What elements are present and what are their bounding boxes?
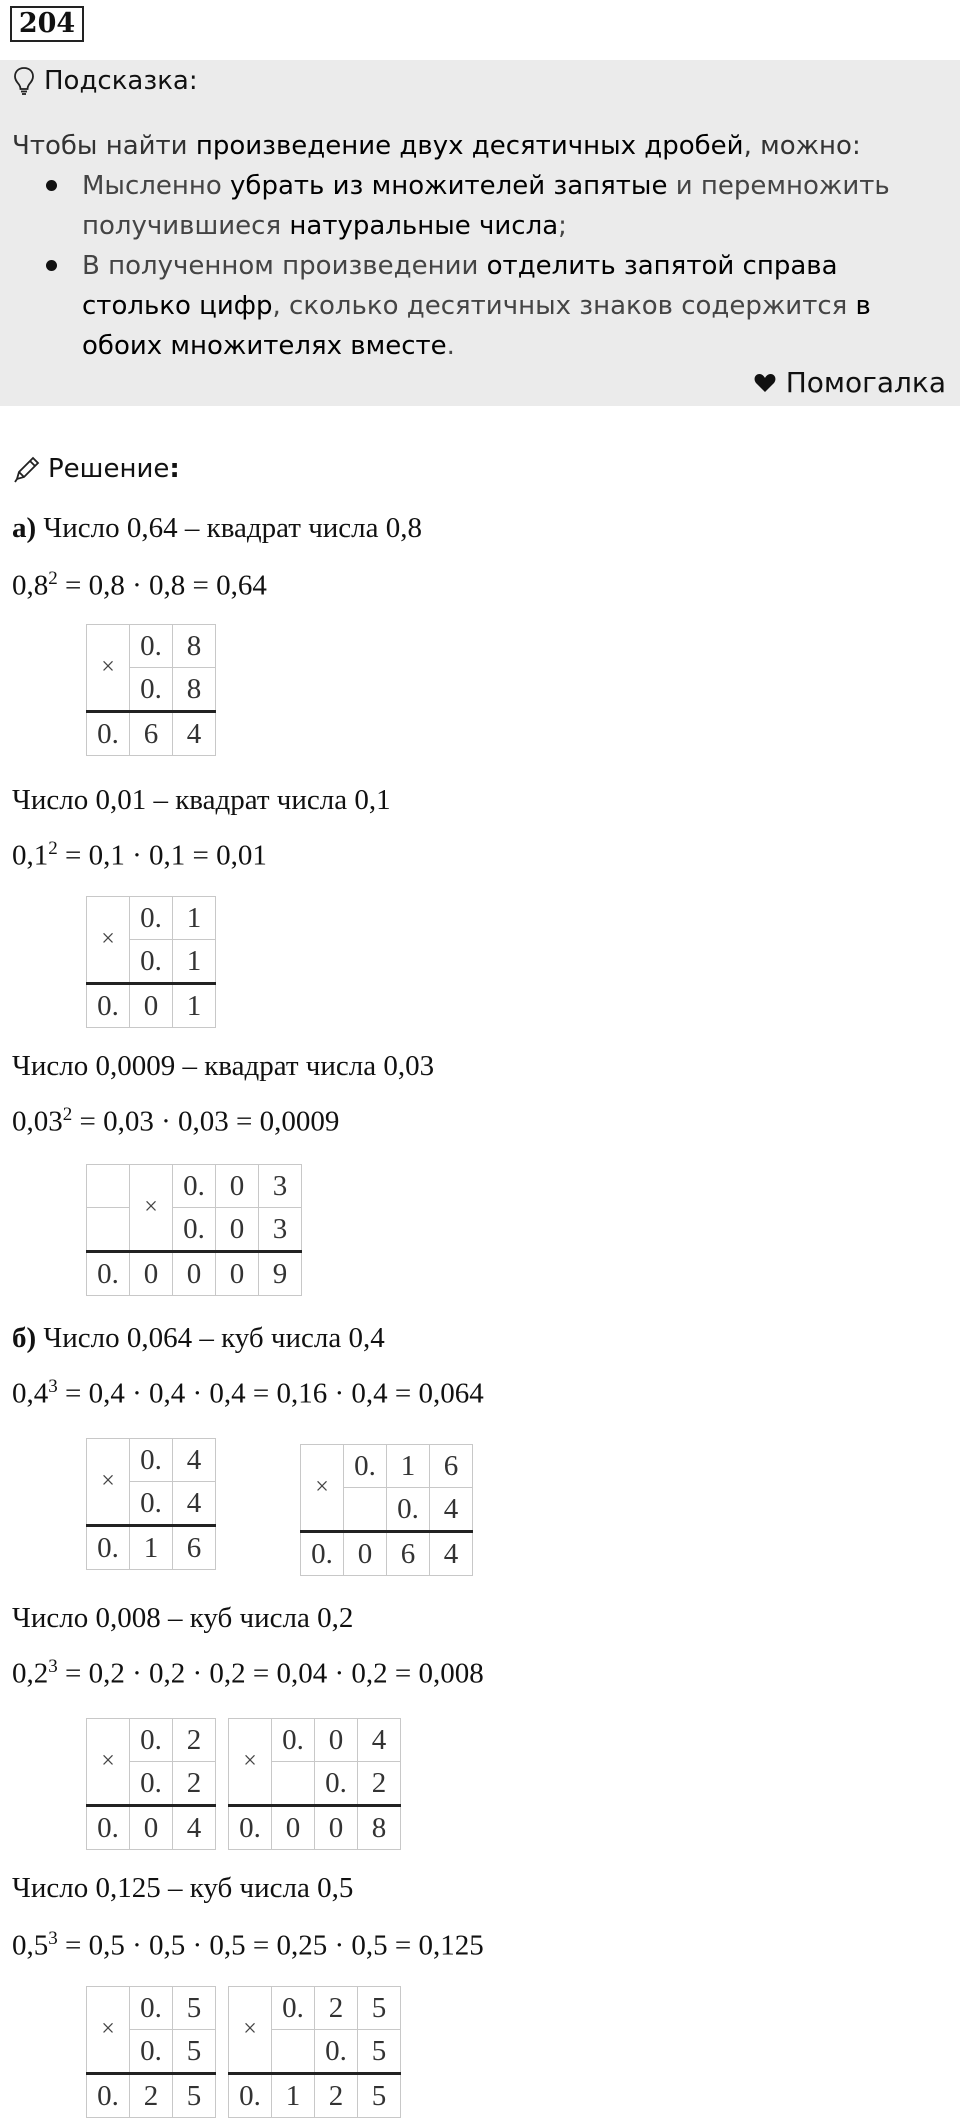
bullet-dot bbox=[46, 260, 57, 271]
factor-row bbox=[229, 1987, 401, 2030]
equation-a1: $0,8^2 = 0,8 \cdot 0,8 = 0,64$ bbox=[12, 568, 267, 602]
result-row bbox=[87, 984, 216, 1028]
equation-b2: $0,2^3 = 0,2 \cdot 0,2 \cdot 0,2 = 0,04 \cdot 0,2 = 0,008$ bbox=[12, 1656, 484, 1690]
digit-cell: 0. bbox=[87, 1252, 130, 1296]
hint-title-text: Подсказка: bbox=[44, 66, 198, 96]
times-sign: × bbox=[87, 625, 130, 712]
digit-cell: 4 bbox=[173, 1482, 216, 1526]
digit-cell: 5 bbox=[173, 2030, 216, 2074]
result-row bbox=[87, 712, 216, 756]
digit-cell: 0. bbox=[130, 940, 173, 984]
digit-cell: 2 bbox=[173, 1719, 216, 1762]
digit-cell: 0. bbox=[315, 1762, 358, 1806]
digit-cell: 0 bbox=[216, 1252, 259, 1296]
digit-cell: 0. bbox=[130, 1719, 173, 1762]
pencil-icon bbox=[12, 454, 42, 484]
digit-cell: 4 bbox=[430, 1488, 473, 1532]
digit-cell: 0. bbox=[315, 2030, 358, 2074]
factor-row bbox=[87, 625, 216, 668]
digit-cell: 6 bbox=[173, 1526, 216, 1570]
digit-cell: 3 bbox=[259, 1165, 302, 1208]
times-sign: × bbox=[301, 1445, 344, 1532]
result-row bbox=[87, 1252, 302, 1296]
digit-cell: 2 bbox=[358, 1762, 401, 1806]
digit-cell: 1 bbox=[130, 1526, 173, 1570]
digit-cell: 0. bbox=[344, 1445, 387, 1488]
digit-cell: 0. bbox=[272, 1987, 315, 2030]
multiplication-table bbox=[86, 896, 216, 1028]
digit-cell: 0 bbox=[130, 1806, 173, 1850]
bullet-dot bbox=[46, 180, 57, 191]
digit-cell: 0. bbox=[130, 1762, 173, 1806]
digit-cell: 0. bbox=[87, 2074, 130, 2118]
result-row bbox=[229, 2074, 401, 2118]
digit-cell: 0. bbox=[130, 625, 173, 668]
digit-cell: 1 bbox=[387, 1445, 430, 1488]
factor-row bbox=[87, 1987, 216, 2030]
digit-cell: 9 bbox=[259, 1252, 302, 1296]
credit bbox=[754, 366, 946, 399]
digit-cell: 2 bbox=[315, 2074, 358, 2118]
digit-cell: 0. bbox=[87, 1526, 130, 1570]
digit-cell: 5 bbox=[358, 2074, 401, 2118]
digit-cell: 0. bbox=[130, 897, 173, 940]
digit-cell: 8 bbox=[173, 625, 216, 668]
digit-cell: 3 bbox=[259, 1208, 302, 1252]
digit-cell: 0 bbox=[315, 1806, 358, 1850]
times-sign: × bbox=[87, 1719, 130, 1806]
digit-cell bbox=[272, 2030, 315, 2074]
digit-cell: 4 bbox=[430, 1532, 473, 1576]
digit-cell: 0. bbox=[87, 984, 130, 1028]
multiplication-table bbox=[228, 1986, 401, 2118]
lightbulb-icon bbox=[12, 66, 36, 96]
digit-cell: 1 bbox=[173, 984, 216, 1028]
result-row bbox=[87, 2074, 216, 2118]
multiplication-table bbox=[300, 1444, 473, 1576]
digit-cell: 0. bbox=[130, 2030, 173, 2074]
digit-cell: 6 bbox=[430, 1445, 473, 1488]
digit-cell: 4 bbox=[358, 1719, 401, 1762]
digit-cell: 6 bbox=[387, 1532, 430, 1576]
hint-title bbox=[12, 66, 198, 96]
digit-cell: 4 bbox=[173, 712, 216, 756]
equation-b1: $0,4^3 = 0,4 \cdot 0,4 \cdot 0,4 = 0,16 \cdot 0,4 = 0,064$ bbox=[12, 1376, 484, 1410]
digit-cell bbox=[344, 1488, 387, 1532]
hint-bullet-2: В полученном произведении отделить запятой справа столько цифр, сколько десятичных знаков содержится в обоих множителях вместе. bbox=[82, 251, 871, 361]
digit-cell: 1 bbox=[272, 2074, 315, 2118]
multiplication-table bbox=[86, 1164, 302, 1296]
times-sign: × bbox=[87, 1439, 130, 1526]
result-row bbox=[87, 1806, 216, 1850]
digit-cell: 0. bbox=[130, 668, 173, 712]
solution-heading: Решение : bbox=[12, 454, 180, 484]
digit-cell: 0 bbox=[216, 1165, 259, 1208]
equation-b3: $0,5^3 = 0,5 \cdot 0,5 \cdot 0,5 = 0,25 \cdot 0,5 = 0,125$ bbox=[12, 1928, 484, 1962]
digit-cell: 2 bbox=[130, 2074, 173, 2118]
digit-cell: 4 bbox=[173, 1806, 216, 1850]
digit-cell: 0 bbox=[344, 1532, 387, 1576]
times-sign: × bbox=[87, 897, 130, 984]
result-row bbox=[87, 1526, 216, 1570]
digit-cell: 0. bbox=[173, 1208, 216, 1252]
digit-cell bbox=[272, 1762, 315, 1806]
digit-cell: 0 bbox=[173, 1252, 216, 1296]
digit-cell: 6 bbox=[130, 712, 173, 756]
digit-cell: 0. bbox=[387, 1488, 430, 1532]
digit-cell: 2 bbox=[315, 1987, 358, 2030]
digit-cell: 2 bbox=[173, 1762, 216, 1806]
factor-row bbox=[87, 1719, 216, 1762]
digit-cell: 0. bbox=[272, 1719, 315, 1762]
times-sign: × bbox=[229, 1987, 272, 2074]
factor-row bbox=[229, 1719, 401, 1762]
digit-cell: 5 bbox=[358, 2030, 401, 2074]
hint-intro: Чтобы найти произведение двух десятичных дробей, можно: bbox=[12, 131, 861, 161]
multiplication-table bbox=[86, 624, 216, 756]
digit-cell: 0. bbox=[301, 1532, 344, 1576]
hint-bullet-1: Мысленно убрать из множителей запятые и перемножить получившиеся натуральные числа; bbox=[82, 171, 890, 241]
digit-cell: 1 bbox=[173, 940, 216, 984]
digit-cell: 0 bbox=[130, 984, 173, 1028]
times-sign: × bbox=[87, 1987, 130, 2074]
multiplication-table bbox=[86, 1718, 216, 1850]
times-sign: × bbox=[229, 1719, 272, 1806]
digit-cell: 0. bbox=[130, 1439, 173, 1482]
statement-b3: Число 0,125 – куб числа 0,5 bbox=[12, 1872, 354, 1904]
factor-row bbox=[87, 1208, 302, 1252]
digit-cell bbox=[87, 1165, 130, 1208]
digit-cell: 5 bbox=[173, 1987, 216, 2030]
statement-a2: Число 0,01 – квадрат числа 0,1 bbox=[12, 784, 391, 816]
result-row bbox=[229, 1806, 401, 1850]
digit-cell: 0. bbox=[229, 2074, 272, 2118]
multiplication-table bbox=[228, 1718, 401, 1850]
digit-cell bbox=[87, 1208, 130, 1252]
digit-cell: 0 bbox=[272, 1806, 315, 1850]
digit-cell: 0. bbox=[173, 1165, 216, 1208]
credit-text: Помогалка bbox=[785, 366, 946, 399]
factor-row bbox=[87, 1439, 216, 1482]
factor-row bbox=[87, 1165, 302, 1208]
heart-icon bbox=[754, 373, 776, 393]
digit-cell: 8 bbox=[358, 1806, 401, 1850]
digit-cell: 1 bbox=[173, 897, 216, 940]
times-sign: × bbox=[130, 1165, 173, 1252]
statement-a3: Число 0,0009 – квадрат числа 0,03 bbox=[12, 1050, 435, 1082]
digit-cell: 5 bbox=[358, 1987, 401, 2030]
digit-cell: 0 bbox=[130, 1252, 173, 1296]
digit-cell: 0. bbox=[130, 1482, 173, 1526]
digit-cell: 0 bbox=[216, 1208, 259, 1252]
statement-a1: а) Число 0,64 – квадрат числа 0,8 bbox=[12, 512, 423, 544]
digit-cell: 4 bbox=[173, 1439, 216, 1482]
statement-b1: б) Число 0,064 – куб числа 0,4 bbox=[12, 1322, 385, 1354]
result-row bbox=[301, 1532, 473, 1576]
statement-b2: Число 0,008 – куб числа 0,2 bbox=[12, 1602, 354, 1634]
digit-cell: 0. bbox=[87, 1806, 130, 1850]
equation-a3: $0,03^2 = 0,03 \cdot 0,03 = 0,0009$ bbox=[12, 1104, 340, 1138]
multiplication-table bbox=[86, 1438, 216, 1570]
digit-cell: 0. bbox=[130, 1987, 173, 2030]
digit-cell: 8 bbox=[173, 668, 216, 712]
task-number: 204 bbox=[10, 6, 84, 42]
digit-cell: 5 bbox=[173, 2074, 216, 2118]
digit-cell: 0 bbox=[315, 1719, 358, 1762]
digit-cell: 0. bbox=[87, 712, 130, 756]
multiplication-table bbox=[86, 1986, 216, 2118]
factor-row bbox=[301, 1445, 473, 1488]
equation-a2: $0,1^2 = 0,1 \cdot 0,1 = 0,01$ bbox=[12, 838, 267, 872]
factor-row bbox=[87, 897, 216, 940]
digit-cell: 0. bbox=[229, 1806, 272, 1850]
